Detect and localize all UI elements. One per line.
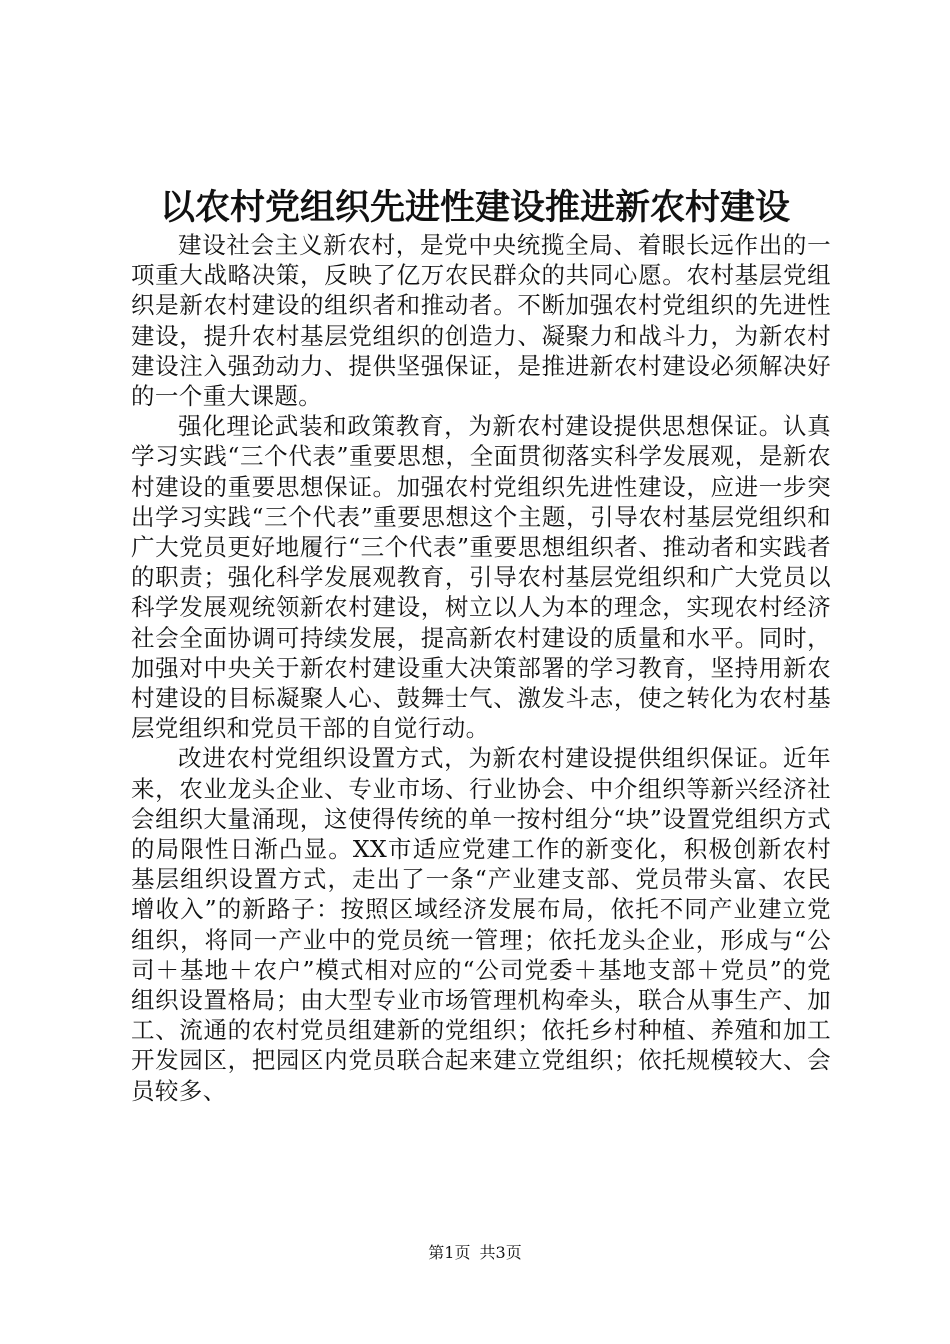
page-footer (0, 1243, 950, 1263)
paragraph: 强化理论武装和政策教育，为新农村建设提供思想保证。认真学习实践“三个代表”重要思想，全面贯彻落实科学发展观，是新农村建设的重要思想保证。加强农村党组织先进性建设，应进一步突出学习实践“三个代表”重要思想这个主题，引导农村基层党组织和广大党员更好地履行“三个代表”重要思想组织者、推动者和实践者的职责；强化科学发展观教育，引导农村基层党组织和广大党员以科学发展观统领新农村建设，树立以人为本的理念，实现农村经济社会全面协调可持续发展，提高新农村建设的质量和水平。同时，加强对中央关于新农村建设重大决策部署的学习教育，坚持用新农村建设的目标凝聚人心、鼓舞士气、激发斗志，使之转化为农村基层党组织和党员干部的自觉行动。 (131, 412, 831, 743)
document-title: 以农村党组织先进性建设推进新农村建设 (159, 187, 790, 228)
document-body (131, 230, 831, 1106)
paragraph: 改进农村党组织设置方式，为新农村建设提供组织保证。近年来，农业龙头企业、专业市场、行业协会、中介组织等新兴经济社会组织大量涌现，这使得传统的单一按村组分“块”设置党组织方式的局限性日渐凸显。XX市适应党建工作的新变化，积极创新农村基层组织设置方式，走出了一条“产业建支部、党员带头富、农民增收入”的新路子：按照区域经济发展布局，依托不同产业建立党组织，将同一产业中的党员统一管理；依托龙头企业，形成与“公司＋基地＋农户”模式相对应的“公司党委＋基地支部＋党员”的党组织设置格局；由大型专业市场管理机构牵头，联合从事生产、加工、流通的农村党员组建新的党组织；依托乡村种植、养殖和加工开发园区，把园区内党员联合起来建立党组织；依托规模较大、会员较多、 (131, 744, 831, 1105)
paragraph: 建设社会主义新农村，是党中央统揽全局、着眼长远作出的一项重大战略决策，反映了亿万农民群众的共同心愿。农村基层党组织是新农村建设的组织者和推动者。不断加强农村党组织的先进性建设，提升农村基层党组织的创造力、凝聚力和战斗力，为新农村建设注入强劲动力、提供坚强保证，是推进新农村建设必须解决好的一个重大课题。 (131, 231, 831, 411)
page-total: 共3页 (479, 1243, 522, 1262)
page-number: 第1页 (428, 1243, 471, 1262)
